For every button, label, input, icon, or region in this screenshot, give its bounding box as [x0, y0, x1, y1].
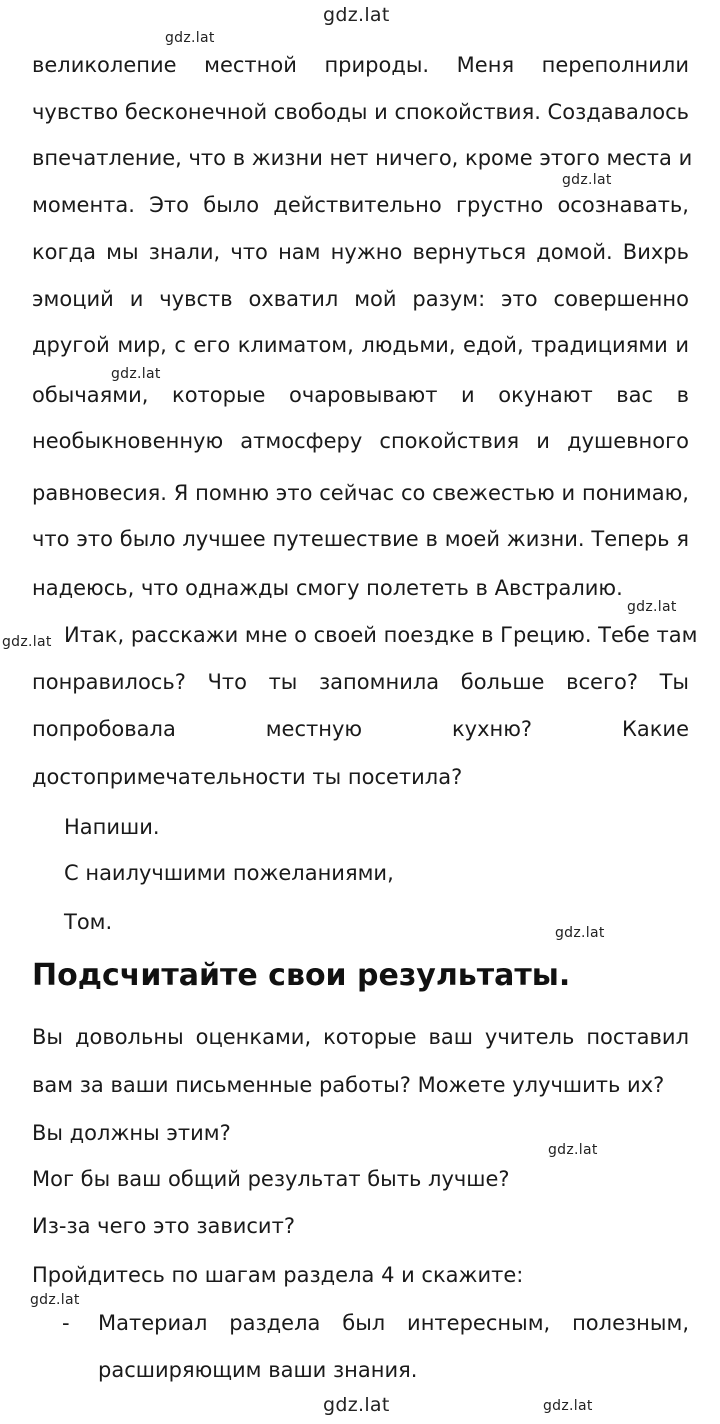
letter-line: надеюсь, что однажды смогу полететь в Австралию.: [32, 576, 623, 600]
section-line: вам за ваши письменные работы? Можете улучшить их?: [32, 1073, 665, 1097]
watermark: gdz.lat: [627, 599, 677, 615]
letter-line: когда мы знали, что нам нужно вернуться домой. Вихрь: [32, 240, 689, 264]
letter-line: необыкновенную атмосферу спокойствия и душевного: [32, 429, 689, 453]
section-line: Из-за чего это зависит?: [32, 1214, 295, 1238]
bullet-line: расширяющим ваши знания.: [98, 1358, 418, 1382]
section-line: Пройдитесь по шагам раздела 4 и скажите:: [32, 1263, 524, 1287]
letter-line: эмоций и чувств охватил мой разум: это совершенно: [32, 287, 689, 311]
letter-line: достопримечательности ты посетила?: [32, 765, 463, 789]
section-line: Вы должны этим?: [32, 1121, 231, 1145]
watermark: gdz.lat: [165, 30, 215, 46]
watermark: gdz.lat: [111, 366, 161, 382]
letter-line: попробовала местную кухню? Какие: [32, 717, 689, 741]
signoff-name: Том.: [64, 910, 113, 934]
letter-line: понравилось? Что ты запомнила больше всего? Ты: [32, 670, 689, 694]
bullet-line: Материал раздела был интересным, полезным,: [98, 1311, 689, 1335]
bullet-marker: -: [62, 1311, 70, 1335]
letter-line: обычаями, которые очаровывают и окунают вас в: [32, 383, 689, 407]
watermark: gdz.lat: [543, 1398, 593, 1414]
watermark: gdz.lat: [555, 925, 605, 941]
section-line: Мог бы ваш общий результат быть лучше?: [32, 1167, 510, 1191]
watermark: gdz.lat: [562, 172, 612, 188]
letter-line: равновесия. Я помню это сейчас со свежестью и понимаю,: [32, 481, 689, 505]
watermark: gdz.lat: [30, 1292, 80, 1308]
letter-line: впечатление, что в жизни нет ничего, кроме этого места и: [32, 146, 693, 170]
letter-line: момента. Это было действительно грустно осознавать,: [32, 193, 689, 217]
signoff-write: Напиши.: [64, 815, 160, 839]
section-heading: Подсчитайте свои результаты.: [32, 958, 571, 993]
watermark-bottom: gdz.lat: [323, 1394, 390, 1416]
letter-line: великолепие местной природы. Меня переполнили: [32, 53, 689, 77]
paragraph-start-line: Итак, расскажи мне о своей поездке в Грецию. Тебе там: [64, 623, 698, 647]
letter-line: другой мир, с его климатом, людьми, едой, традициями и: [32, 333, 689, 357]
watermark: gdz.lat: [2, 634, 52, 650]
letter-line: что это было лучшее путешествие в моей жизни. Теперь я: [32, 527, 689, 551]
section-line: Вы довольны оценками, которые ваш учитель поставил: [32, 1025, 689, 1049]
watermark: gdz.lat: [548, 1142, 598, 1158]
signoff-regards: С наилучшими пожеланиями,: [64, 861, 394, 885]
letter-line: чувство бесконечной свободы и спокойствия. Создавалось: [32, 100, 690, 124]
watermark-top: gdz.lat: [323, 4, 390, 26]
